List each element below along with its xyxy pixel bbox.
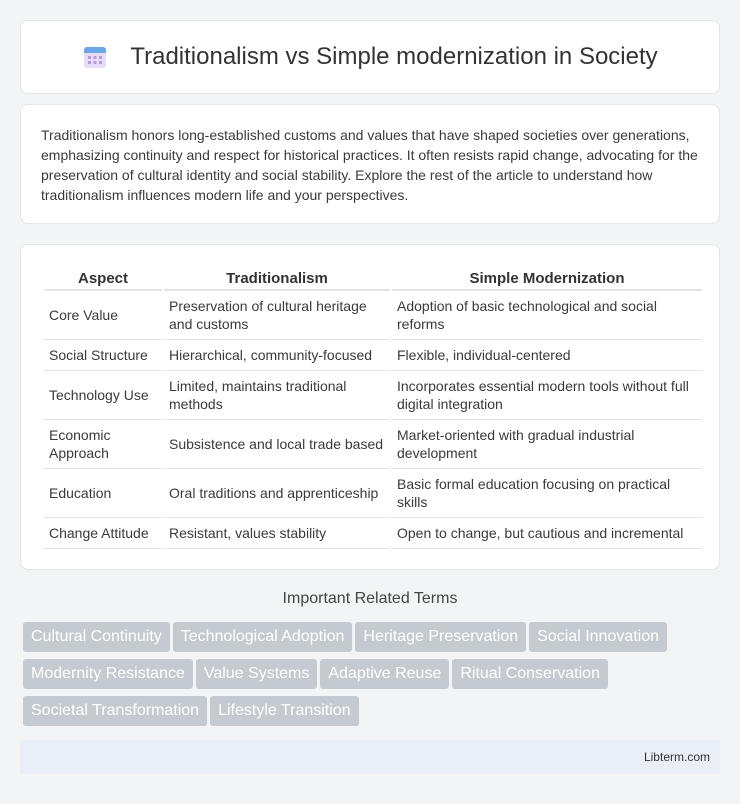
table-cell: Subsistence and local trade based bbox=[164, 420, 390, 469]
table-header-row bbox=[44, 265, 702, 291]
column-header-aspect: Aspect bbox=[44, 265, 162, 291]
table-row bbox=[44, 420, 702, 469]
table-row bbox=[44, 291, 702, 340]
related-term-tag[interactable]: Value Systems bbox=[196, 659, 318, 689]
related-term-tag[interactable]: Cultural Continuity bbox=[23, 622, 170, 652]
column-header-simple-modernization: Simple Modernization bbox=[392, 265, 702, 291]
table-cell: Education bbox=[44, 469, 162, 518]
related-term-tag[interactable]: Technological Adoption bbox=[173, 622, 353, 652]
table-cell: Basic formal education focusing on practical skills bbox=[392, 469, 702, 518]
table-cell: Market-oriented with gradual industrial development bbox=[392, 420, 702, 469]
intro-text: Traditionalism honors long-established customs and values that have shaped societies over generations, emphasizing continuity and respect for historical practices. It often resists rapid change, advocating for the preservation of cultural identity and social stability. Explore the rest of the article to understand how traditionalism influences modern life and your perspectives. bbox=[41, 127, 698, 203]
page-title: Traditionalism vs Simple modernization in Society bbox=[130, 43, 658, 70]
footer-brand-link[interactable]: Libterm.com bbox=[643, 750, 710, 764]
related-terms-title: Important Related Terms bbox=[282, 590, 458, 607]
comparison-table bbox=[42, 265, 704, 549]
related-term-tag[interactable]: Heritage Preservation bbox=[355, 622, 526, 652]
footer bbox=[20, 740, 720, 774]
table-cell: Adoption of basic technological and social reforms bbox=[392, 291, 702, 340]
intro-card bbox=[20, 104, 720, 224]
related-term-tag[interactable]: Lifestyle Transition bbox=[210, 696, 359, 726]
table-cell: Preservation of cultural heritage and customs bbox=[164, 291, 390, 340]
table-cell: Core Value bbox=[44, 291, 162, 340]
related-term-tag[interactable]: Social Innovation bbox=[529, 622, 667, 652]
header-card bbox=[20, 20, 720, 94]
related-term-tag[interactable]: Ritual Conservation bbox=[452, 659, 608, 689]
table-cell: Change Attitude bbox=[44, 518, 162, 549]
table-cell: Flexible, individual-centered bbox=[392, 340, 702, 371]
table-cell: Oral traditions and apprenticeship bbox=[164, 469, 390, 518]
table-cell: Open to change, but cautious and incremental bbox=[392, 518, 702, 549]
comparison-table-card bbox=[20, 244, 720, 570]
table-cell: Resistant, values stability bbox=[164, 518, 390, 549]
calendar-icon bbox=[82, 44, 108, 70]
table-row bbox=[44, 371, 702, 420]
related-term-tag[interactable]: Societal Transformation bbox=[23, 696, 207, 726]
table-row bbox=[44, 518, 702, 549]
related-term-tag[interactable]: Adaptive Reuse bbox=[320, 659, 449, 689]
table-cell: Limited, maintains traditional methods bbox=[164, 371, 390, 420]
table-row bbox=[44, 469, 702, 518]
related-terms-list bbox=[23, 622, 723, 733]
related-term-tag[interactable]: Modernity Resistance bbox=[23, 659, 193, 689]
table-cell: Hierarchical, community-focused bbox=[164, 340, 390, 371]
column-header-traditionalism: Traditionalism bbox=[164, 265, 390, 291]
table-cell: Incorporates essential modern tools without full digital integration bbox=[392, 371, 702, 420]
table-cell: Technology Use bbox=[44, 371, 162, 420]
table-cell: Economic Approach bbox=[44, 420, 162, 469]
table-cell: Social Structure bbox=[44, 340, 162, 371]
table-row bbox=[44, 340, 702, 371]
